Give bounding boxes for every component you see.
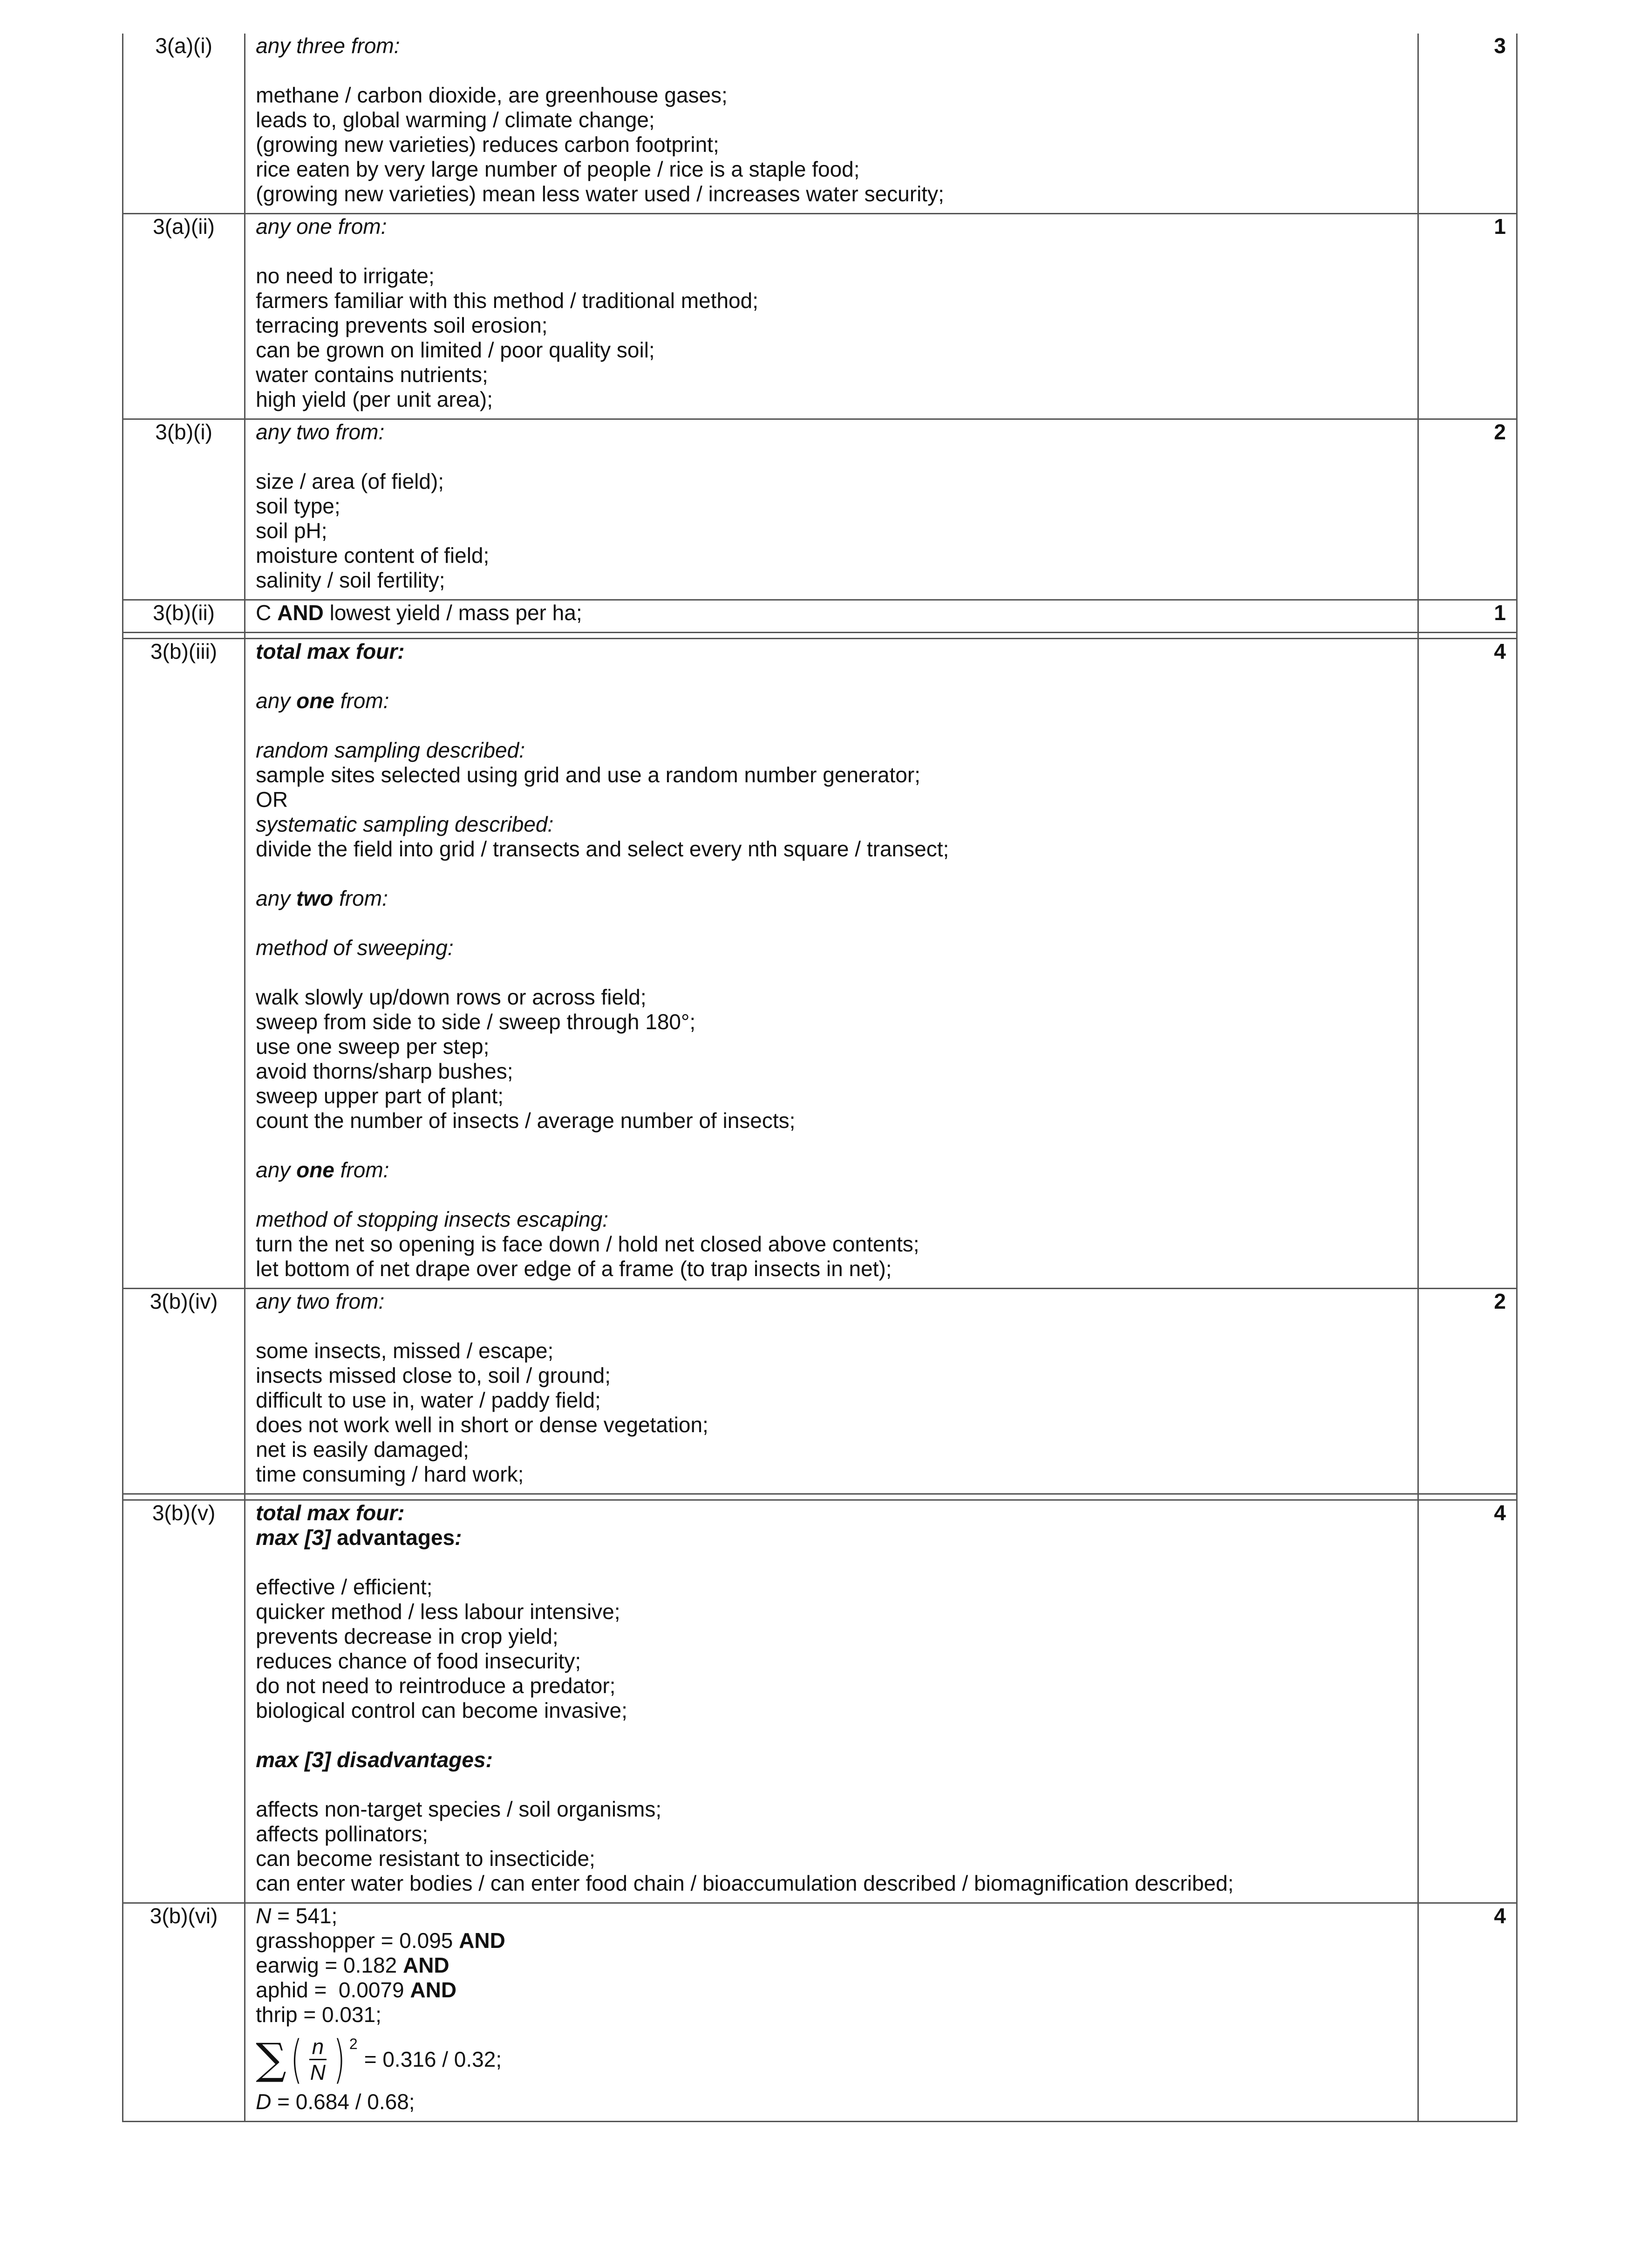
answer-line: farmers familiar with this method / traditional method; bbox=[256, 288, 759, 313]
answer-line: total max four: bbox=[256, 1501, 405, 1525]
answer-line: use one sweep per step; bbox=[256, 1034, 490, 1059]
answer-line: salinity / soil fertility; bbox=[256, 568, 445, 592]
answer-line: rice eaten by very large number of people / rice is a staple food; bbox=[256, 157, 860, 181]
gap-answer bbox=[245, 1494, 1418, 1500]
answer-fragment: earwig = 0.182 bbox=[256, 1953, 403, 1977]
answer-line: some insects, missed / escape; bbox=[256, 1339, 554, 1363]
marks-value: 2 bbox=[1418, 419, 1517, 600]
question-number: 3(b)(vi) bbox=[123, 1903, 245, 2122]
blank-line bbox=[256, 1133, 1409, 1158]
answer-line bbox=[256, 2090, 1409, 2114]
answer-content bbox=[256, 1289, 1409, 1493]
answer-fragment: : bbox=[455, 1525, 462, 1550]
answer-fragment: AND bbox=[410, 1978, 457, 2002]
marks-value: 4 bbox=[1418, 1903, 1517, 2122]
gap-question bbox=[123, 1494, 245, 1500]
answer-line: sweep from side to side / sweep through 180°; bbox=[256, 1010, 696, 1034]
question-number: 3(a)(i) bbox=[123, 34, 245, 214]
answer-fragment: any bbox=[256, 886, 297, 910]
row-separator bbox=[123, 633, 1517, 639]
question-number: 3(b)(v) bbox=[123, 1500, 245, 1903]
gap-answer bbox=[245, 633, 1418, 639]
answer-line: net is easily damaged; bbox=[256, 1437, 469, 1462]
answer-fragment: = 541; bbox=[271, 1904, 338, 1928]
answer-line bbox=[256, 886, 1409, 911]
answer-cell bbox=[245, 1500, 1418, 1903]
answer-line: terracing prevents soil erosion; bbox=[256, 313, 548, 337]
answer-line bbox=[256, 1904, 1409, 1928]
answer-line: systematic sampling described: bbox=[256, 812, 554, 836]
marks-value: 1 bbox=[1418, 214, 1517, 419]
answer-fragment: from: bbox=[333, 886, 388, 910]
answer-content bbox=[256, 214, 1409, 418]
answer-fragment: lowest yield / mass per ha; bbox=[323, 601, 582, 625]
sum-symbol: ∑ bbox=[256, 2034, 286, 2084]
blank-line bbox=[256, 960, 1409, 985]
answer-fragment: one bbox=[296, 1158, 334, 1182]
answer-cell bbox=[245, 639, 1418, 1289]
answer-line: size / area (of field); bbox=[256, 469, 444, 493]
answer-line: does not work well in short or dense vegetation; bbox=[256, 1413, 708, 1437]
answer-line: soil pH; bbox=[256, 519, 327, 543]
answer-fragment: one bbox=[296, 689, 334, 713]
answer-line: divide the field into grid / transects and select every nth square / transect; bbox=[256, 837, 949, 861]
answer-fragment: grasshopper = 0.095 bbox=[256, 1928, 459, 1953]
question-row bbox=[123, 600, 1517, 633]
answer-line: count the number of insects / average number of insects; bbox=[256, 1108, 796, 1133]
answer-fragment: AND bbox=[402, 1953, 449, 1977]
blank-line bbox=[256, 58, 1409, 83]
answer-fragment: AND bbox=[277, 601, 324, 625]
question-row bbox=[123, 214, 1517, 419]
answer-line: any one from: bbox=[256, 214, 387, 239]
answer-line: thrip = 0.031; bbox=[256, 2002, 381, 2027]
exponent: 2 bbox=[349, 2036, 358, 2052]
answer-line: affects non-target species / soil organisms; bbox=[256, 1797, 662, 1821]
answer-line: sample sites selected using grid and use a random number generator; bbox=[256, 763, 920, 787]
mark-scheme-table bbox=[122, 34, 1518, 2122]
marks-value: 1 bbox=[1418, 600, 1517, 633]
gap-question bbox=[123, 633, 245, 639]
right-parenthesis: ) bbox=[333, 2029, 346, 2089]
answer-line: walk slowly up/down rows or across field; bbox=[256, 985, 647, 1009]
fraction bbox=[307, 2035, 328, 2084]
answer-fragment: two bbox=[296, 886, 334, 910]
fraction-numerator: n bbox=[309, 2035, 327, 2060]
answer-line: methane / carbon dioxide, are greenhouse gases; bbox=[256, 83, 728, 107]
answer-line: random sampling described: bbox=[256, 738, 525, 762]
answer-line: soil type; bbox=[256, 494, 340, 518]
answer-line bbox=[256, 1978, 1409, 2002]
blank-line bbox=[256, 1314, 1409, 1339]
row-separator bbox=[123, 1494, 1517, 1500]
answer-cell bbox=[245, 34, 1418, 214]
answer-line: time consuming / hard work; bbox=[256, 1462, 524, 1486]
answer-line: reduces chance of food insecurity; bbox=[256, 1649, 581, 1673]
question-number: 3(b)(iv) bbox=[123, 1289, 245, 1494]
answer-content bbox=[256, 601, 1409, 632]
answer-line bbox=[256, 601, 1409, 625]
answer-fragment: max [3] bbox=[256, 1525, 331, 1550]
blank-line bbox=[256, 713, 1409, 738]
gap-marks bbox=[1418, 1494, 1517, 1500]
question-number: 3(b)(ii) bbox=[123, 600, 245, 633]
answer-line: avoid thorns/sharp bushes; bbox=[256, 1059, 513, 1083]
answer-line bbox=[256, 1158, 1409, 1182]
gap-marks bbox=[1418, 633, 1517, 639]
fraction-denominator: N bbox=[310, 2060, 326, 2084]
answer-line bbox=[256, 1953, 1409, 1978]
answer-line: insects missed close to, soil / ground; bbox=[256, 1363, 611, 1387]
marks-value: 2 bbox=[1418, 1289, 1517, 1494]
blank-line bbox=[256, 861, 1409, 886]
answer-line: sweep upper part of plant; bbox=[256, 1084, 504, 1108]
answer-line: leads to, global warming / climate change; bbox=[256, 108, 655, 132]
marks-value: 4 bbox=[1418, 639, 1517, 1289]
answer-line bbox=[256, 1525, 1409, 1550]
answer-line: can be grown on limited / poor quality soil; bbox=[256, 338, 655, 362]
left-parenthesis: ( bbox=[290, 2029, 303, 2089]
answer-line: method of sweeping: bbox=[256, 936, 454, 960]
answer-line: difficult to use in, water / paddy field; bbox=[256, 1388, 601, 1412]
answer-line: max [3] disadvantages: bbox=[256, 1748, 493, 1772]
answer-fragment: aphid = 0.0079 bbox=[256, 1978, 410, 2002]
marks-value: 4 bbox=[1418, 1500, 1517, 1903]
marks-value: 3 bbox=[1418, 34, 1517, 214]
answer-cell bbox=[245, 214, 1418, 419]
question-number: 3(b)(i) bbox=[123, 419, 245, 600]
answer-fragment: = 0.684 / 0.68; bbox=[271, 2090, 415, 2114]
answer-fragment: N bbox=[256, 1904, 272, 1928]
question-row bbox=[123, 419, 1517, 600]
question-row bbox=[123, 34, 1517, 214]
question-row bbox=[123, 1500, 1517, 1903]
blank-line bbox=[256, 911, 1409, 936]
answer-line: effective / efficient; bbox=[256, 1575, 433, 1599]
blank-line bbox=[256, 1772, 1409, 1797]
question-row bbox=[123, 1903, 1517, 2122]
answer-cell bbox=[245, 1903, 1418, 2122]
answer-line: any two from: bbox=[256, 1289, 385, 1313]
answer-content bbox=[256, 1501, 1409, 1902]
answer-cell bbox=[245, 600, 1418, 633]
answer-fragment: C bbox=[256, 601, 278, 625]
answer-fragment: D bbox=[256, 2090, 272, 2114]
answer-fragment: from: bbox=[334, 1158, 389, 1182]
answer-line: any two from: bbox=[256, 420, 385, 444]
answer-line bbox=[256, 689, 1409, 713]
answer-cell bbox=[245, 419, 1418, 600]
answer-line: can become resistant to insecticide; bbox=[256, 1846, 595, 1871]
blank-line bbox=[256, 444, 1409, 469]
answer-line: can enter water bodies / can enter food chain / bioaccumulation described / biomagnification described; bbox=[256, 1871, 1234, 1895]
answer-line: (growing new varieties) reduces carbon footprint; bbox=[256, 132, 719, 157]
answer-line: high yield (per unit area); bbox=[256, 387, 493, 411]
answer-line: prevents decrease in crop yield; bbox=[256, 1624, 558, 1648]
answer-line: any three from: bbox=[256, 34, 400, 58]
question-number: 3(a)(ii) bbox=[123, 214, 245, 419]
answer-line: moisture content of field; bbox=[256, 543, 490, 567]
answer-line: water contains nutrients; bbox=[256, 362, 488, 387]
blank-line bbox=[256, 1550, 1409, 1575]
question-row bbox=[123, 1289, 1517, 1494]
answer-line: biological control can become invasive; bbox=[256, 1698, 627, 1722]
answer-fragment: AND bbox=[459, 1928, 505, 1953]
answer-line: method of stopping insects escaping: bbox=[256, 1207, 609, 1231]
blank-line bbox=[256, 1182, 1409, 1207]
question-number: 3(b)(iii) bbox=[123, 639, 245, 1289]
answer-line: (growing new varieties) mean less water used / increases water security; bbox=[256, 182, 944, 206]
answer-content bbox=[256, 34, 1409, 213]
blank-line bbox=[256, 664, 1409, 689]
answer-content bbox=[256, 639, 1409, 1288]
answer-line: OR bbox=[256, 787, 288, 812]
simpson-index-formula bbox=[256, 2029, 1409, 2090]
answer-content bbox=[256, 420, 1409, 599]
answer-fragment: from: bbox=[334, 689, 389, 713]
answer-line: let bottom of net drape over edge of a frame (to trap insects in net); bbox=[256, 1257, 892, 1281]
answer-fragment: any bbox=[256, 689, 297, 713]
answer-line: do not need to reintroduce a predator; bbox=[256, 1674, 616, 1698]
answer-line: affects pollinators; bbox=[256, 1822, 429, 1846]
answer-line: quicker method / less labour intensive; bbox=[256, 1599, 620, 1624]
mark-scheme-body bbox=[123, 34, 1517, 2122]
blank-line bbox=[256, 1723, 1409, 1748]
answer-fragment: advantages bbox=[331, 1525, 455, 1550]
blank-line bbox=[256, 239, 1409, 264]
answer-line bbox=[256, 1928, 1409, 1953]
answer-fragment: any bbox=[256, 1158, 297, 1182]
mark-scheme-sheet bbox=[122, 34, 1518, 2122]
answer-line: no need to irrigate; bbox=[256, 264, 435, 288]
answer-line: total max four: bbox=[256, 639, 405, 663]
answer-line: turn the net so opening is face down / hold net closed above contents; bbox=[256, 1232, 919, 1256]
answer-cell bbox=[245, 1289, 1418, 1494]
question-row bbox=[123, 639, 1517, 1289]
answer-content bbox=[256, 1904, 1409, 2121]
formula-result: = 0.316 / 0.32; bbox=[364, 2047, 502, 2071]
